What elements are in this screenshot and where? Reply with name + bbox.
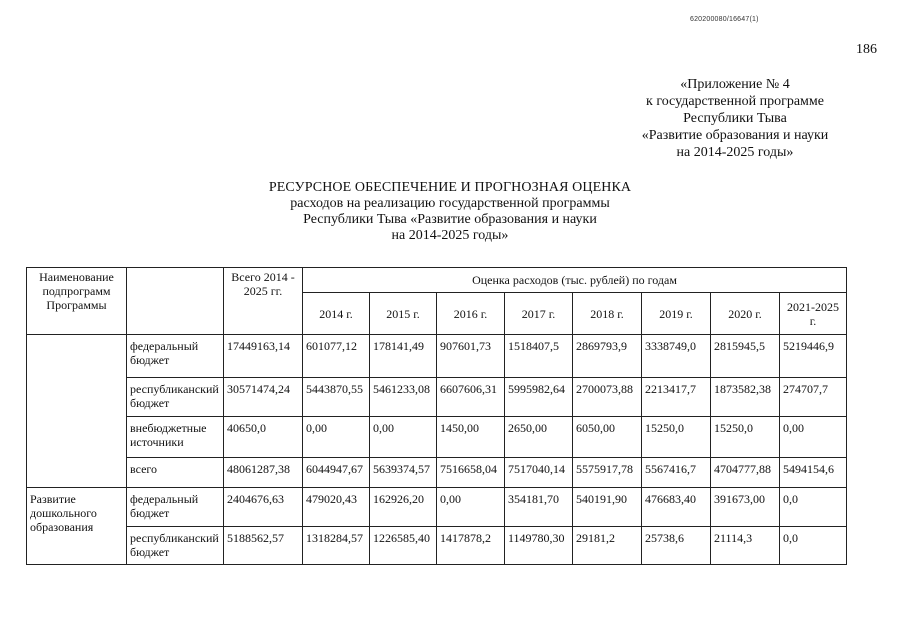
header-year: 2018 г. bbox=[573, 293, 642, 335]
year-value: 0,00 bbox=[370, 417, 437, 458]
year-value: 29181,2 bbox=[573, 527, 642, 565]
funding-source: федеральный бюджет bbox=[127, 488, 224, 527]
year-value: 15250,0 bbox=[711, 417, 780, 458]
total-value: 30571474,24 bbox=[224, 378, 303, 417]
year-value: 1318284,57 bbox=[303, 527, 370, 565]
year-value: 2650,00 bbox=[505, 417, 573, 458]
header-year: 2020 г. bbox=[711, 293, 780, 335]
funding-source: республиканский бюджет bbox=[127, 378, 224, 417]
total-value: 2404676,63 bbox=[224, 488, 303, 527]
title-line: на 2014-2025 годы» bbox=[391, 228, 509, 243]
page-number: 186 bbox=[856, 42, 877, 57]
year-value: 15250,0 bbox=[642, 417, 711, 458]
document-title bbox=[220, 180, 680, 244]
header-source bbox=[127, 268, 224, 335]
year-value: 6044947,67 bbox=[303, 458, 370, 488]
year-value: 1518407,5 bbox=[505, 335, 573, 378]
appendix-line: Республики Тыва bbox=[683, 111, 787, 126]
year-value: 391673,00 bbox=[711, 488, 780, 527]
year-value: 5995982,64 bbox=[505, 378, 573, 417]
table-row bbox=[27, 417, 847, 458]
title-line: расходов на реализацию государственной программы bbox=[290, 196, 610, 211]
year-value: 479020,43 bbox=[303, 488, 370, 527]
year-value: 2213417,7 bbox=[642, 378, 711, 417]
total-value: 40650,0 bbox=[224, 417, 303, 458]
year-value: 1149780,30 bbox=[505, 527, 573, 565]
year-value: 5575917,78 bbox=[573, 458, 642, 488]
year-value: 5461233,08 bbox=[370, 378, 437, 417]
year-value: 2700073,88 bbox=[573, 378, 642, 417]
table-row bbox=[27, 488, 847, 527]
year-value: 1417878,2 bbox=[437, 527, 505, 565]
total-value: 48061287,38 bbox=[224, 458, 303, 488]
header-year: 2015 г. bbox=[370, 293, 437, 335]
funding-source: всего bbox=[127, 458, 224, 488]
year-value: 7516658,04 bbox=[437, 458, 505, 488]
table-row bbox=[27, 335, 847, 378]
total-value: 5188562,57 bbox=[224, 527, 303, 565]
year-value: 7517040,14 bbox=[505, 458, 573, 488]
year-value: 6607606,31 bbox=[437, 378, 505, 417]
header-total: Всего 2014 - 2025 гг. bbox=[224, 268, 303, 335]
year-value: 25738,6 bbox=[642, 527, 711, 565]
year-value: 1450,00 bbox=[437, 417, 505, 458]
year-value: 601077,12 bbox=[303, 335, 370, 378]
year-value: 21114,3 bbox=[711, 527, 780, 565]
funding-source: федеральный бюджет bbox=[127, 335, 224, 378]
header-year: 2021-2025 г. bbox=[780, 293, 847, 335]
year-value: 274707,7 bbox=[780, 378, 847, 417]
year-value: 4704777,88 bbox=[711, 458, 780, 488]
appendix-line: «Приложение № 4 bbox=[680, 77, 790, 92]
appendix-line: «Развитие образования и науки bbox=[641, 128, 829, 143]
year-value: 354181,70 bbox=[505, 488, 573, 527]
header-name: Наименование подпрограмм Программы bbox=[27, 268, 127, 335]
header-year: 2017 г. bbox=[505, 293, 573, 335]
year-value: 5219446,9 bbox=[780, 335, 847, 378]
year-value: 1226585,40 bbox=[370, 527, 437, 565]
year-value: 0,00 bbox=[780, 417, 847, 458]
header-year: 2019 г. bbox=[642, 293, 711, 335]
year-value: 0,0 bbox=[780, 488, 847, 527]
title-line: РЕСУРСНОЕ ОБЕСПЕЧЕНИЕ И ПРОГНОЗНАЯ ОЦЕНКА bbox=[268, 180, 632, 195]
program-name: Развитие дошкольного образования bbox=[27, 488, 127, 565]
funding-source: республиканский бюджет bbox=[127, 527, 224, 565]
year-value: 540191,90 bbox=[573, 488, 642, 527]
year-value: 0,00 bbox=[437, 488, 505, 527]
program-name bbox=[27, 335, 127, 488]
year-value: 5494154,6 bbox=[780, 458, 847, 488]
total-value: 17449163,14 bbox=[224, 335, 303, 378]
year-value: 6050,00 bbox=[573, 417, 642, 458]
year-value: 178141,49 bbox=[370, 335, 437, 378]
year-value: 5443870,55 bbox=[303, 378, 370, 417]
document-id: 620200080/16647(1) bbox=[690, 16, 759, 23]
header-year: 2014 г. bbox=[303, 293, 370, 335]
year-value: 2869793,9 bbox=[573, 335, 642, 378]
year-value: 1873582,38 bbox=[711, 378, 780, 417]
year-value: 907601,73 bbox=[437, 335, 505, 378]
table-row bbox=[27, 527, 847, 565]
year-value: 5567416,7 bbox=[642, 458, 711, 488]
table-row bbox=[27, 378, 847, 417]
year-value: 5639374,57 bbox=[370, 458, 437, 488]
title-line: Республики Тыва «Развитие образования и науки bbox=[303, 212, 597, 227]
year-value: 162926,20 bbox=[370, 488, 437, 527]
year-value: 0,0 bbox=[780, 527, 847, 565]
resource-table bbox=[26, 267, 847, 565]
appendix-line: к государственной программе bbox=[646, 94, 824, 109]
year-value: 3338749,0 bbox=[642, 335, 711, 378]
appendix-reference bbox=[610, 76, 860, 161]
year-value: 0,00 bbox=[303, 417, 370, 458]
header-year: 2016 г. bbox=[437, 293, 505, 335]
funding-source: внебюджетные источники bbox=[127, 417, 224, 458]
appendix-line: на 2014-2025 годы» bbox=[676, 145, 794, 160]
header-estimate: Оценка расходов (тыс. рублей) по годам bbox=[303, 268, 847, 293]
table-row bbox=[27, 458, 847, 488]
year-value: 2815945,5 bbox=[711, 335, 780, 378]
year-value: 476683,40 bbox=[642, 488, 711, 527]
